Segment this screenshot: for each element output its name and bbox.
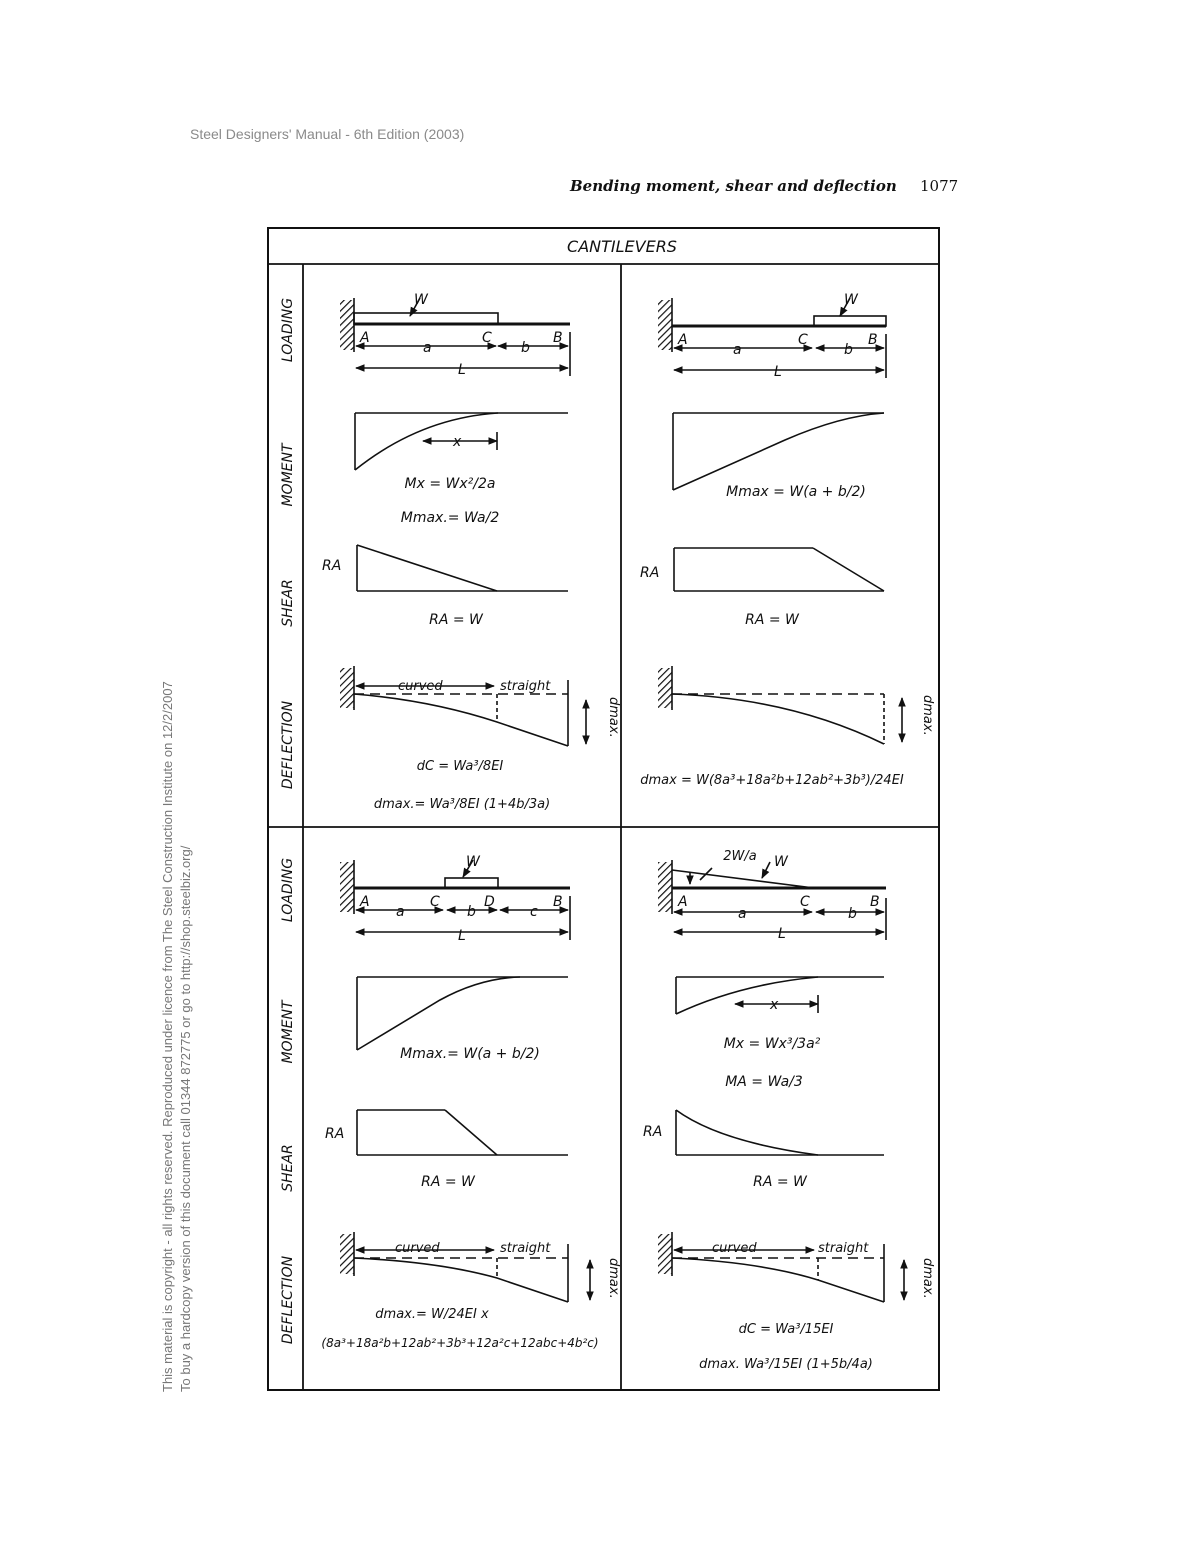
label-straight: straight [818,1241,869,1256]
label-L: L [774,364,782,380]
label-W: W [844,292,858,308]
formula-mmax: Mmax.= W(a + b/2) [400,1046,540,1062]
formula-shear: RA = W [421,1174,475,1190]
case-4-text [643,849,935,1372]
label-L: L [458,928,466,944]
table-frame [268,228,939,1390]
row-label-deflection-2: DEFLECTION [280,1255,296,1345]
label-W: W [774,854,788,870]
label-curved: curved [395,1241,440,1256]
formula-dmax-terms: (8a³+18a²b+12ab²+3b³+12a²c+12abc+4b²c) [321,1336,599,1350]
row-label-shear: SHEAR [280,579,296,627]
formula-mx: Mx = Wx³/3a² [723,1036,821,1052]
row-label-moment-2: MOMENT [280,1000,296,1064]
label-A: A [360,894,370,910]
label-A: A [678,332,688,348]
label-RA: RA [640,565,660,581]
label-b: b [844,342,853,358]
label-L: L [458,362,466,378]
label-B: B [870,894,880,910]
label-c: c [530,904,538,920]
label-straight: straight [500,679,551,694]
formula-dmax: dmax. Wa³/15EI (1+5b/4a) [699,1357,873,1372]
label-W: W [414,292,428,308]
label-A: A [360,330,370,346]
label-curved: curved [712,1241,757,1256]
label-C: C [800,894,810,910]
formula-mmax: Mmax = W(a + b/2) [726,484,866,500]
label-RA: RA [322,558,342,574]
label-x: x [770,997,779,1013]
formula-mx: Mx = Wx²/2a [404,476,496,492]
formula-dmax: dmax.= W/24EI x [375,1307,489,1322]
case-2-text [640,292,935,788]
label-dmax: dmax. [606,1258,621,1299]
label-C: C [798,332,808,348]
formula-shear: RA = W [753,1174,807,1190]
label-A: A [678,894,688,910]
table-title: CANTILEVERS [567,237,677,256]
label-curved: curved [398,679,443,694]
formula-shear: RA = W [745,612,799,628]
label-C: C [430,894,440,910]
label-L: L [778,926,786,942]
label-dmax: dmax. [920,1258,935,1299]
row-label-loading: LOADING [280,297,296,363]
source-header: Steel Designers' Manual - 6th Edition (2003) [190,126,465,142]
formula-dc: dC = Wa³/15EI [738,1322,834,1337]
label-b: b [467,904,476,920]
label-W: W [466,854,480,870]
row-label-deflection: DEFLECTION [280,700,296,790]
label-b: b [521,340,530,356]
formula-ma: MA = Wa/3 [725,1074,803,1090]
fixed-support [340,300,354,350]
row-label-moment: MOMENT [280,443,296,507]
label-straight: straight [500,1241,551,1256]
label-2w-over-a: 2W/a [723,849,757,864]
row-label-loading-2: LOADING [280,857,296,923]
case-1-text [322,292,621,812]
label-a: a [738,906,747,922]
formula-dmax: dmax = W(8a³+18a²b+12ab²+3b³)/24EI [640,773,904,788]
label-RA: RA [325,1126,345,1142]
label-B: B [553,330,563,346]
label-D: D [484,894,495,910]
formula-dmax: dmax.= Wa³/8EI (1+4b/3a) [373,797,551,812]
formula-shear: RA = W [429,612,483,628]
label-dmax: dmax. [606,697,621,738]
label-RA: RA [643,1124,663,1140]
formula-dc: dC = Wa³/8EI [416,759,504,774]
formula-mmax: Mmax.= Wa/2 [400,510,500,526]
label-B: B [868,332,878,348]
label-x: x [453,434,462,450]
label-C: C [482,330,492,346]
row-label-shear-2: SHEAR [280,1144,296,1192]
running-head: Bending moment, shear and deflection [570,177,897,195]
label-B: B [553,894,563,910]
case-3 [340,860,590,1302]
case-3-text [321,854,621,1350]
label-a: a [423,340,432,356]
label-dmax: dmax. [920,695,935,736]
label-b: b [848,906,857,922]
page-number: 1077 [920,177,959,195]
label-a: a [396,904,405,920]
copyright-notice-line-1: This material is copyright - all rights reserved. Reproduced under licence from The Steel Construction Institute on 12/2/2007 [160,681,175,1392]
label-a: a [733,342,742,358]
copyright-notice-line-2: To buy a hardcopy version of this document call 01344 872775 or go to http://shop.steelbiz.org/ [178,845,193,1392]
